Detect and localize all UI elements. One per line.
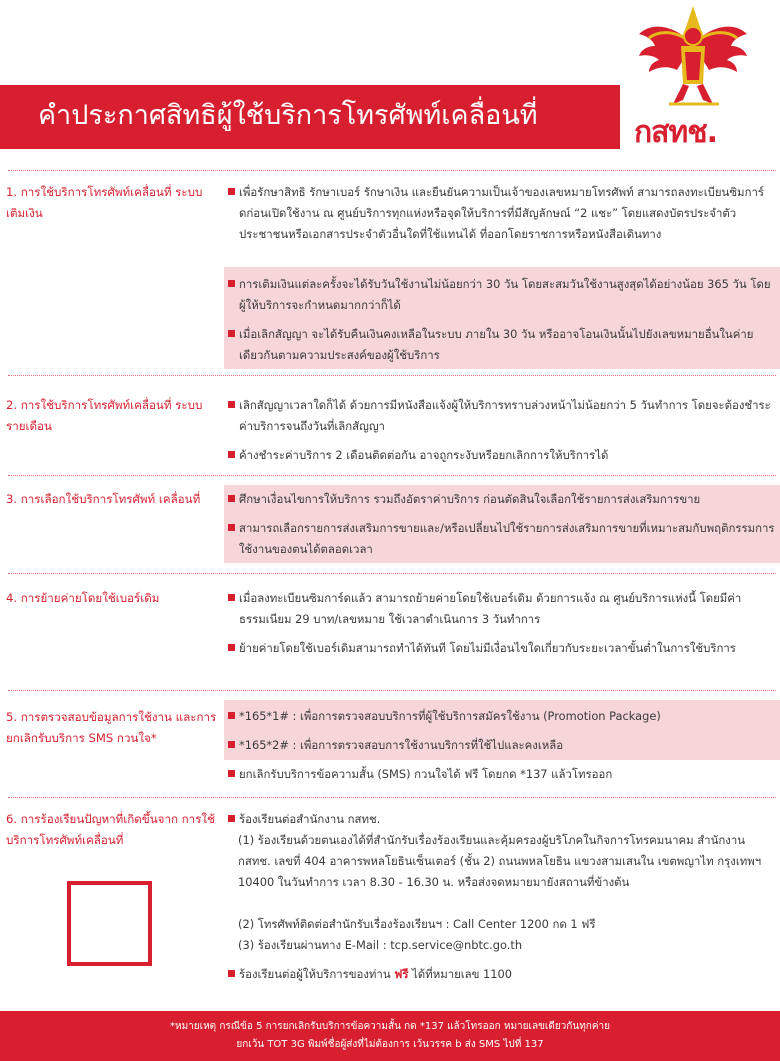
garuda-emblem-icon (633, 4, 753, 114)
bullet-square-icon (228, 188, 235, 195)
list-item: ยกเลิกรับบริการข้อความสั้น (SMS) กวนใจได้ ฟรี โดยกด *137 แล้วโทรออก (228, 764, 776, 785)
bullet-square-icon (228, 330, 235, 337)
divider (8, 170, 776, 171)
divider (8, 690, 776, 691)
footer-note-line1: *หมายเหตุ กรณีข้อ 5 การยกเลิกรับบริการข้อความสั้น กด *137 แล้วโทรออก หมายเลขเดียวกันทุกค่าย (170, 1021, 610, 1032)
bullet-square-icon (228, 741, 235, 748)
footer-note-line2: ยกเว้น TOT 3G พิมพ์ชื่อผู้ส่งที่ไม่ต้องการ เว้นวรรค b ส่ง SMS ไปที่ 137 (236, 1039, 544, 1050)
list-item: เมื่อเลิกสัญญา จะได้รับคืนเงินคงเหลือในระบบ ภายใน 30 วัน หรืออาจโอนเงินนั้นไปยังเลขหมายอื่นในค่ายเดียวกันตามความประสงค์ของผู้ใช้บริการ (228, 324, 776, 366)
list-item: *165*2# : เพื่อการตรวจสอบการใช้งานบริการที่ใช้ไปและคงเหลือ (228, 735, 776, 756)
free-highlight: ฟรี (394, 967, 409, 981)
bullet-square-icon (228, 495, 235, 502)
list-item: *165*1# : เพื่อการตรวจสอบบริการที่ผู้ใช้บริการสมัครใช้งาน (Promotion Package) (228, 706, 776, 727)
bullet-square-icon (228, 644, 235, 651)
section-title-prepaid: 1. การใช้บริการโทรศัพท์เคลื่อนที่ ระบบเติมเงิน (6, 185, 203, 220)
red-frame-box (67, 881, 152, 966)
list-item: เพื่อรักษาสิทธิ รักษาเบอร์ รักษาเงิน และยืนยันความเป็นเจ้าของเลขหมายโทรศัพท์ สามารถลงทะเบียนซิมการ์ดก่อนเปิดใช้งาน ณ ศูนย์บริการทุกแห่งหรือจุดให้บริการที่มีสัญลักษณ์ “2 แชะ” โดยแสดงบัตรประจำตัวประชาชนหรือเอกสารประจำตัวอื่นใดที่ใช้แทนได้ ที่ออกโดยราชการหรือหนังสือเดินทาง (228, 182, 776, 266)
section-title-complaints: 6. การร้องเรียนปัญหาที่เกิดขึ้นจาก การใช้บริการโทรศัพท์เคลื่อนที่ (6, 812, 215, 847)
email-link[interactable]: tcp.service@nbtc.go.th (390, 938, 523, 952)
complaint-option-call-center: (2) โทรศัพท์ติดต่อสำนักรับเรื่องร้องเรียนฯ : Call Center 1200 กด 1 ฟรี (238, 917, 596, 931)
divider (8, 475, 776, 476)
list-item: เลิกสัญญาเวลาใดก็ได้ ด้วยการมีหนังสือแจ้งผู้ให้บริการทราบล่วงหน้าไม่น้อยกว่า 5 วันทำการ โดยจะต้องชำระค่าบริการจนถึงวันที่เลิกสัญญา (228, 395, 776, 437)
bullet-square-icon (228, 712, 235, 719)
list-item: ค้างชำระค่าบริการ 2 เดือนติดต่อกัน อาจถูกระงับหรือยกเลิกการให้บริการได้ (228, 445, 776, 466)
list-item: ย้ายค่ายโดยใช้เบอร์เดิมสามารถทำได้ทันที โดยไม่มีเงื่อนไขใดเกี่ยวกับระยะเวลาขั้นต่ำในการใช้บริการ (228, 638, 776, 680)
list-item: ศึกษาเงื่อนไขการให้บริการ รวมถึงอัตราค่าบริการ ก่อนตัดสินใจเลือกใช้รายการส่งเสริมการขาย (228, 489, 776, 510)
divider (8, 573, 776, 574)
bullet-square-icon (228, 970, 235, 977)
complaint-option-email: (3) ร้องเรียนผ่านทาง E-Mail : tcp.service@nbtc.go.th (238, 938, 523, 952)
section-title-number-portability: 4. การย้ายค่ายโดยใช้เบอร์เดิม (6, 591, 160, 605)
nbtc-logo: กสทช. (634, 115, 718, 150)
divider (8, 375, 776, 376)
divider (8, 797, 776, 798)
bullet-square-icon (228, 770, 235, 777)
bullet-square-icon (228, 815, 235, 822)
page-title: คำประกาศสิทธิผู้ใช้บริการโทรศัพท์เคลื่อนที่ (38, 100, 538, 131)
bullet-square-icon (228, 524, 235, 531)
list-item: ร้องเรียนต่อผู้ให้บริการของท่าน ฟรี ได้ที่หมายเลข 1100 (228, 964, 776, 985)
list-item: การเติมเงินแต่ละครั้งจะได้รับวันใช้งานไม่น้อยกว่า 30 วัน โดยสะสมวันใช้งานสูงสุดได้อย่างน้อย 365 วัน โดยผู้ให้บริการจะกำหนดมากกว่าก็ได้ (228, 274, 776, 316)
bullet-square-icon (228, 451, 235, 458)
section-title-postpaid: 2. การใช้บริการโทรศัพท์เคลื่อนที่ ระบบรายเดือน (6, 398, 203, 433)
list-item: ร้องเรียนต่อสำนักงาน กสทช. (228, 809, 776, 830)
bullet-square-icon (228, 594, 235, 601)
list-item: เมื่อลงทะเบียนซิมการ์ดแล้ว สามารถย้ายค่ายโดยใช้เบอร์เดิม ด้วยการแจ้ง ณ ศูนย์บริการแห่งนี้ โดยมีค่าธรรมเนียม 29 บาท/เลขหมาย ใช้เวลาดำเนินการ 3 วันทำการ (228, 588, 776, 630)
section-title-usage-check: 5. การตรวจสอบข้อมูลการใช้งาน และการยกเลิกรับบริการ SMS กวนใจ* (6, 710, 217, 745)
list-item: สามารถเลือกรายการส่งเสริมการขายและ/หรือเปลี่ยนไปใช้รายการส่งเสริมการขายที่เหมาะสมกับพฤติกรรมการใช้งานของตนได้ตลอดเวลา (228, 518, 776, 560)
bullet-square-icon (228, 401, 235, 408)
bullet-square-icon (228, 280, 235, 287)
complaint-option-in-person: (1) ร้องเรียนด้วยตนเองได้ที่สำนักรับเรื่องร้องเรียนและคุ้มครองผู้บริโภคในกิจการโทรคมนาคม สำนักงาน กสทช. เลขที่ 404 อาคารพหลโยธินเซ็นเตอร์ (ชั้น 2) ถนนพหลโยธิน แขวงสามเสนใน เขตพญาไท กรุงเทพฯ 10400 ในวันทำการ เวลา 8.30 - 16.30 น. หรือส่งจดหมายมายังสถานที่ข้างต้น (238, 833, 762, 889)
section-title-choose-service: 3. การเลือกใช้บริการโทรศัพท์ เคลื่อนที่ (6, 492, 201, 506)
